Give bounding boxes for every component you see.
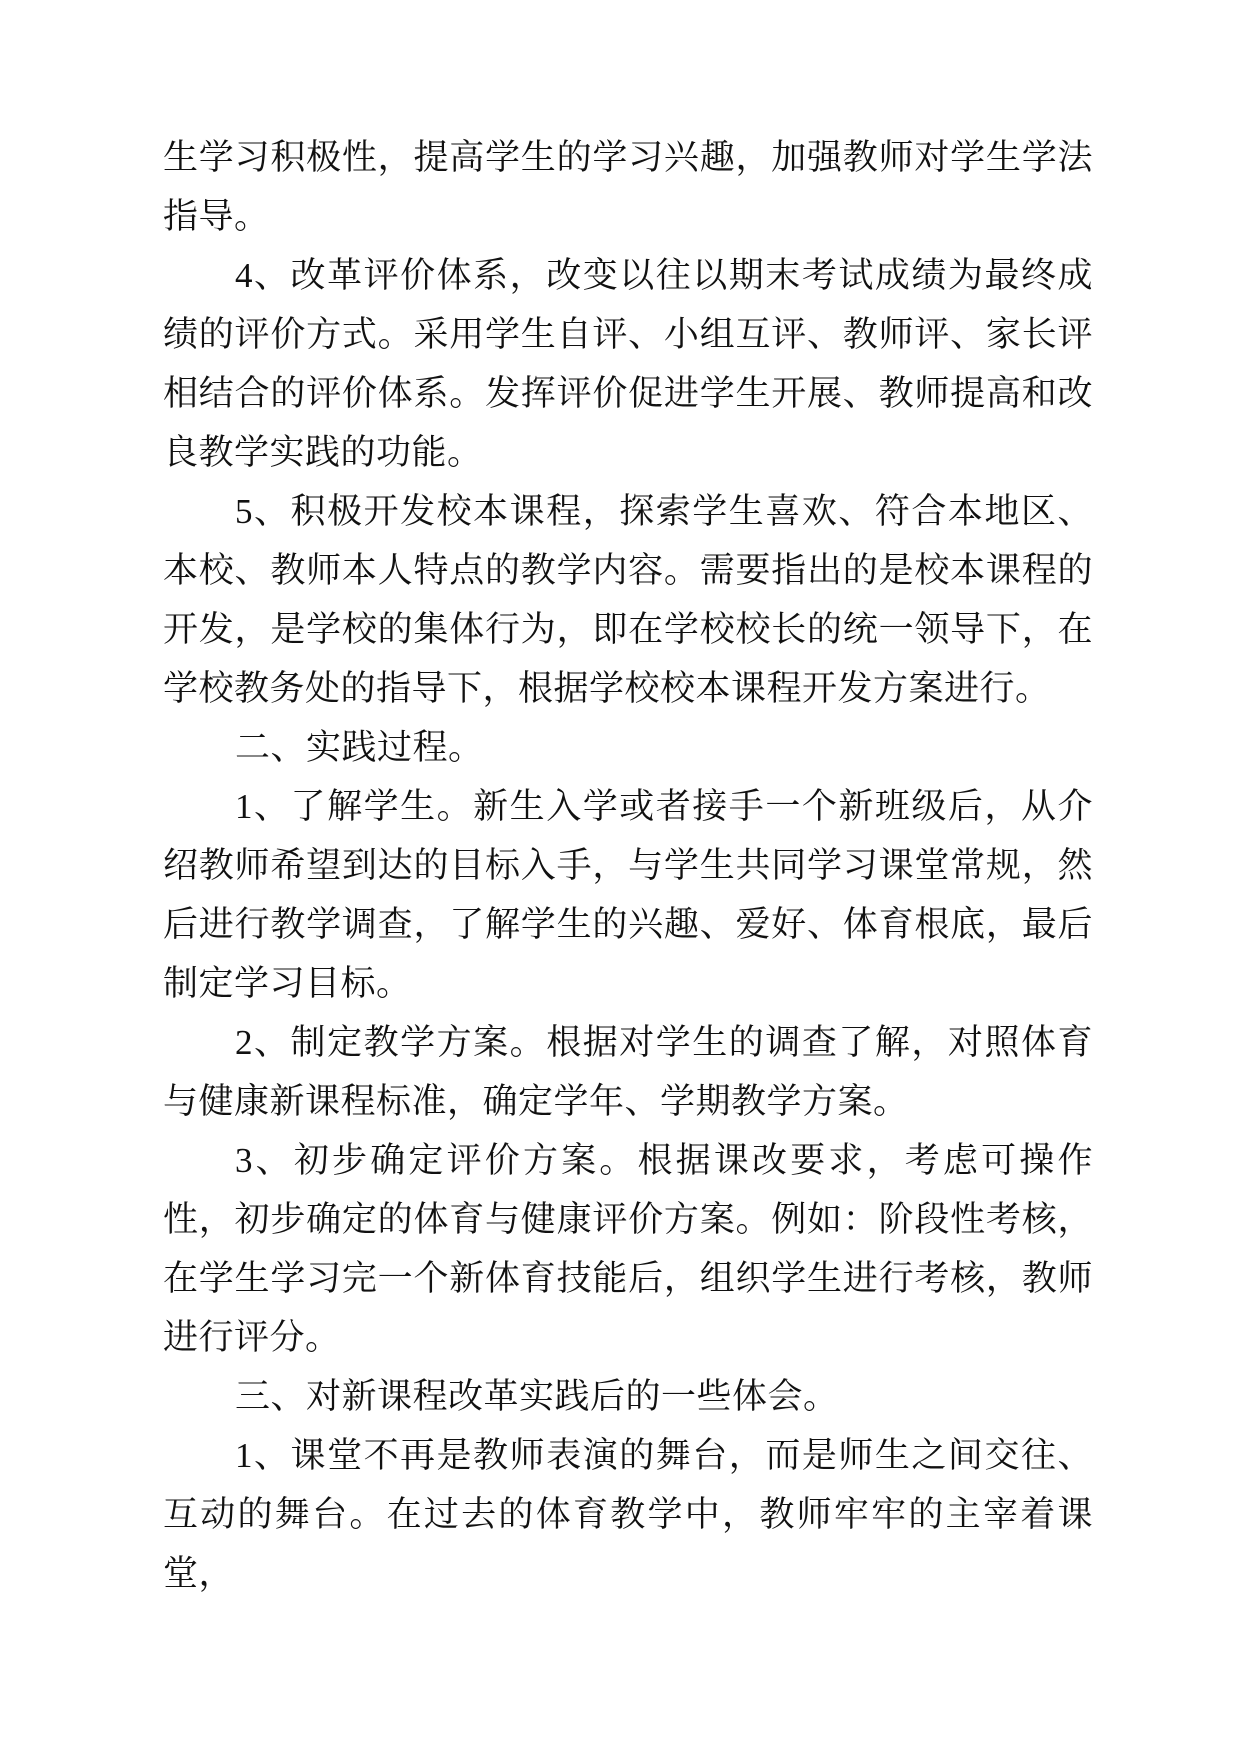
paragraph-item-4: 4、改革评价体系，改变以往以期末考试成绩为最终成绩的评价方式。采用学生自评、小组互评、教师评、家长评相结合的评价体系。发挥评价促进学生开展、教师提高和改良教学实践的功能。 [163, 256, 1093, 472]
paragraph-section-three-item-1: 1、课堂不再是教师表演的舞台，而是师生之间交往、互动的舞台。在过去的体育教学中，教师牢牢的主宰着课堂， [163, 1436, 1093, 1593]
paragraph-section-three-heading: 三、对新课程改革实践后的一些体会。 [235, 1377, 839, 1416]
paragraph-section-two-item-2: 2、制定教学方案。根据对学生的调查了解，对照体育与健康新课程标准，确定学年、学期教学方案。 [163, 1023, 1093, 1121]
document-body [163, 128, 1093, 1603]
paragraph-item-5: 5、积极开发校本课程，探索学生喜欢、符合本地区、本校、教师本人特点的教学内容。需要指出的是校本课程的开发，是学校的集体行为，即在学校校长的统一领导下，在学校教务处的指导下，根据学校校本课程开发方案进行。 [163, 492, 1093, 708]
paragraph-section-two-item-1: 1、了解学生。新生入学或者接手一个新班级后，从介绍教师希望到达的目标入手，与学生共同学习课堂常规，然后进行教学调查，了解学生的兴趣、爱好、体育根底，最后制定学习目标。 [163, 787, 1093, 1003]
paragraph-continued-intro: 生学习积极性，提高学生的学习兴趣，加强教师对学生学法指导。 [163, 138, 1093, 236]
paragraph-section-two-item-3: 3、初步确定评价方案。根据课改要求，考虑可操作性，初步确定的体育与健康评价方案。例如：阶段性考核，在学生学习完一个新体育技能后，组织学生进行考核，教师进行评分。 [163, 1141, 1093, 1357]
paragraph-section-two-heading: 二、实践过程。 [235, 728, 484, 767]
